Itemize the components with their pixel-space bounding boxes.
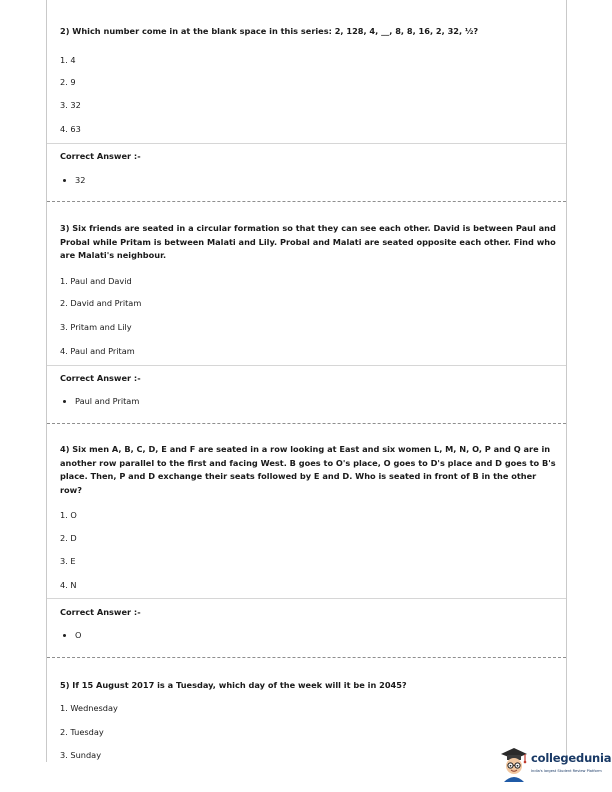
question-2-option-1: 1. 4 bbox=[60, 55, 76, 65]
correct-answer-label: Correct Answer :- bbox=[60, 151, 141, 161]
bullet-icon bbox=[63, 179, 66, 182]
logo-tagline: India's largest Student Review Platform bbox=[531, 769, 602, 773]
question-page bbox=[46, 0, 567, 762]
question-3-option-4: 4. Paul and Pritam bbox=[60, 346, 135, 356]
question-2-text: 2) Which number come in at the blank space in this series: 2, 128, 4, __, 8, 8, 16, 2, 32, ½? bbox=[60, 26, 479, 36]
divider bbox=[47, 598, 566, 599]
question-4-option-3: 3. E bbox=[60, 556, 76, 566]
question-separator bbox=[47, 423, 566, 424]
question-4-option-1: 1. O bbox=[60, 510, 77, 520]
bullet-icon bbox=[63, 400, 66, 403]
question-5-option-3: 3. Sunday bbox=[60, 750, 102, 760]
question-2-option-4: 4. 63 bbox=[60, 124, 81, 134]
correct-answer-value: O bbox=[75, 630, 82, 640]
correct-answer bbox=[60, 175, 85, 185]
question-3-text: 3) Six friends are seated in a circular formation so that they can see each other. David is between Paul and Probal while Pritam is between Malati and Lily. Probal and Malati are seated opposite each other. Find who are Malati's neighbour. bbox=[60, 223, 556, 261]
correct-answer bbox=[60, 396, 139, 406]
logo-wordmark: collegedunia bbox=[531, 751, 612, 765]
collegedunia-logo bbox=[498, 744, 610, 784]
divider bbox=[47, 365, 566, 366]
question-2-option-3: 3. 32 bbox=[60, 100, 81, 110]
correct-answer-value: Paul and Pritam bbox=[75, 396, 140, 406]
correct-answer-value: 32 bbox=[75, 175, 86, 185]
question-5-option-1: 1. Wednesday bbox=[60, 703, 118, 713]
graduate-mascot-icon bbox=[498, 746, 530, 782]
question-3-option-1: 1. Paul and David bbox=[60, 276, 132, 286]
correct-answer bbox=[60, 630, 81, 640]
question-2-option-2: 2. 9 bbox=[60, 77, 76, 87]
bullet-icon bbox=[63, 634, 66, 637]
question-4-option-2: 2. D bbox=[60, 533, 77, 543]
question-5-option-2: 2. Tuesday bbox=[60, 727, 104, 737]
question-separator bbox=[47, 657, 566, 658]
divider bbox=[47, 143, 566, 144]
correct-answer-label: Correct Answer :- bbox=[60, 373, 141, 383]
question-5-text: 5) If 15 August 2017 is a Tuesday, which day of the week will it be in 2045? bbox=[60, 680, 407, 690]
question-4-option-4: 4. N bbox=[60, 580, 77, 590]
question-separator bbox=[47, 201, 566, 202]
question-3-option-3: 3. Pritam and Lily bbox=[60, 322, 132, 332]
correct-answer-label: Correct Answer :- bbox=[60, 607, 141, 617]
question-4-text: 4) Six men A, B, C, D, E and F are seated in a row looking at East and six women L, M, N, O, P and Q are in another row parallel to the first and facing West. B goes to O's place, O goes to D's place and D goes to B's place. Then, P and D exchange their seats followed by E and D. Who is seated in front of B in the other row? bbox=[60, 444, 556, 495]
question-3-option-2: 2. David and Pritam bbox=[60, 298, 142, 308]
